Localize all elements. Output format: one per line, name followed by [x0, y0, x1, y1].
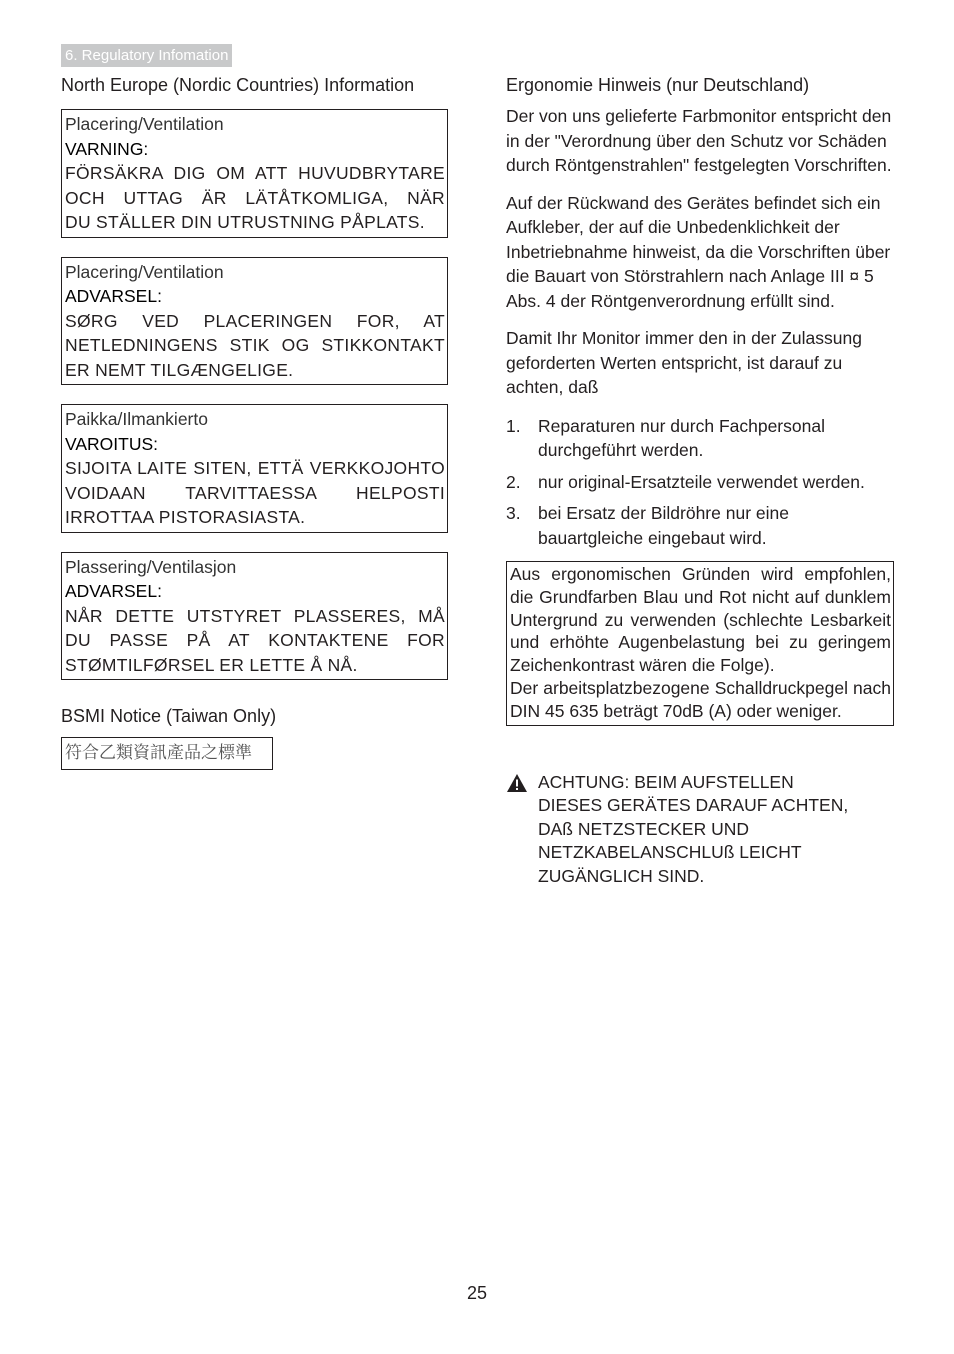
box-text-line: FÖRSÄKRA DIG OM ATT HUVUDBRYTARE: [65, 163, 445, 183]
list-item: [506, 501, 894, 550]
bsmi-notice-box: 符合乙類資訊產品之標準: [61, 737, 273, 770]
box-text-line: OCH UTTAG ÄR LÄTÅTKOMLIGA, NÄR: [65, 187, 445, 208]
warning-notice: [506, 771, 894, 889]
box-warning: VAROITUS:: [65, 433, 159, 454]
list-number: 3.: [506, 503, 521, 523]
box-text-line: VOIDAAN TARVITTAESSA HELPOSTI: [65, 482, 445, 503]
nordic-box-denmark: [61, 257, 448, 386]
list-number: 1.: [506, 415, 521, 436]
warning-text: ACHTUNG: BEIM AUFSTELLEN DIESES GERÄTES DARAUF ACHTEN, DAß NETZSTECKER UND NETZKABELANSCHLUß LEICHT ZUGÄNGLICH SIND.: [538, 771, 849, 886]
list-number: 2.: [506, 471, 521, 492]
noise-level-text: Der arbeitsplatzbezogene Schalldruckpegel nach DIN 45 635 beträgt 70dB (A) oder weniger.: [510, 677, 891, 721]
box-text-line: IRROTTAA PISTORASIASTA.: [65, 507, 306, 527]
box-text-line: STØMTILFØRSEL ER LETTE Å NÅ.: [65, 654, 358, 675]
nordic-box-sweden: [61, 109, 448, 238]
ergonomie-title: Ergonomie Hinweis (nur Deutschland): [506, 75, 810, 95]
section-tag: 6. Regulatory Infomation: [61, 44, 232, 67]
box-text-line: SØRG VED PLACERINGEN FOR, AT: [65, 310, 445, 331]
box-text-line: DU PASSE PÅ AT KONTAKTENE FOR: [65, 630, 445, 650]
box-text-line: SIJOITA LAITE SITEN, ETTÄ VERKKOJOHTO: [65, 458, 445, 478]
box-label: Placering/Ventilation: [65, 261, 224, 282]
ergonomic-notice-text: Aus ergonomischen Gründen wird empfohlen, die Grundfarben Blau und Rot nicht auf dunklem Untergrund zu verwenden (schlechte Lesbarkeit und erhöhte Augenbelastung bei zu geringem Zeichenkontrast wären die Folge).: [510, 564, 891, 676]
box-warning: ADVARSEL:: [65, 581, 162, 601]
box-label: Paikka/Ilmankierto: [65, 409, 208, 429]
warning-triangle-icon: [506, 771, 538, 889]
ergonomie-paragraph: Der von uns gelieferte Farbmonitor entspricht den in der "Verordnung über den Schutz vor Schäden durch Röntgenstrahlen" festgelegten Vorschriften.: [506, 106, 892, 175]
box-text-line: NÅR DETTE UTSTYRET PLASSERES, MÅ: [65, 605, 445, 626]
list-text: Reparaturen nur durch Fachpersonal durchgeführt werden.: [538, 415, 825, 460]
bsmi-title: BSMI Notice (Taiwan Only): [61, 706, 277, 726]
box-label: Placering/Ventilation: [65, 114, 224, 134]
box-text-line: ER NEMT TILGÆNGELIGE.: [65, 359, 294, 380]
box-label: Plassering/Ventilasjon: [65, 556, 237, 577]
list-text: bei Ersatz der Bildröhre nur eine bauartgleiche eingebaut wird.: [538, 503, 789, 548]
page-number: 25: [466, 1283, 488, 1303]
nordic-title: North Europe (Nordic Countries) Information: [61, 75, 415, 95]
ergonomic-notice-box: [506, 561, 894, 726]
list-item: [506, 470, 894, 495]
box-warning: ADVARSEL:: [65, 286, 162, 306]
nordic-box-norway: [61, 552, 448, 681]
nordic-box-finland: [61, 404, 448, 533]
box-warning: VARNING:: [65, 138, 149, 159]
right-column: [506, 72, 894, 888]
box-text-line: NETLEDNINGENS STIK OG STIKKONTAKT: [65, 335, 445, 355]
box-text-line: DU STÄLLER DIN UTRUSTNING PÅPLATS.: [65, 212, 425, 232]
list-text: nur original-Ersatzteile verwendet werden.: [538, 471, 865, 492]
requirements-list: [506, 414, 894, 551]
left-column: [61, 72, 448, 770]
list-item: [506, 414, 894, 463]
ergonomie-paragraph: Auf der Rückwand des Gerätes befindet sich ein Aufkleber, der auf die Unbedenklichkeit der Inbetriebnahme hinweist, da die Vorschriften über die Bauart von Störstrahlern nach Anlage III ¤ 5 Abs. 4 der Röntgenverordnung erfüllt sind.: [506, 192, 891, 311]
ergonomie-paragraph: Damit Ihr Monitor immer den in der Zulassung geforderten Werten entspricht, ist darauf zu achten, daß: [506, 328, 862, 397]
